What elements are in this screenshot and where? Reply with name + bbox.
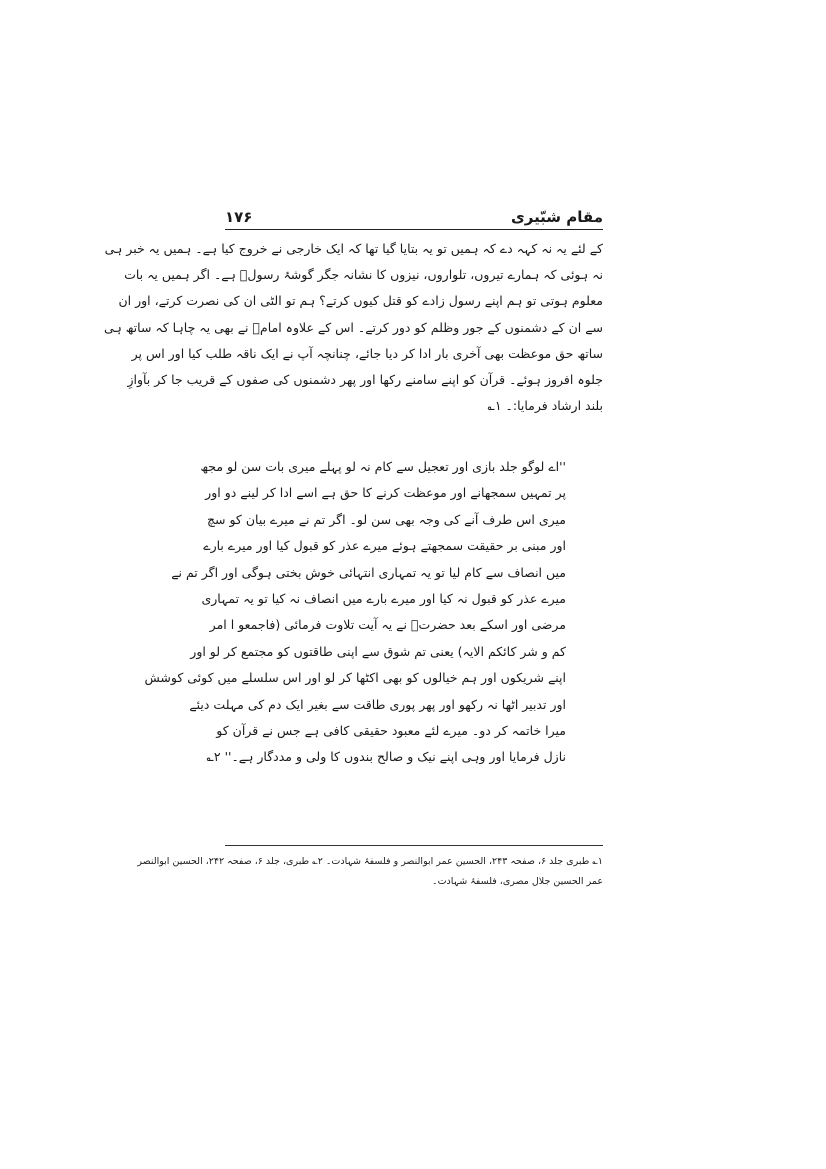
body-paragraph [104, 236, 603, 419]
footnote-line: ۱؎ طبری جلد ۶، صفحہ ۲۴۳، الحسین عمر ابوالنصر و فلسفۂ شہادت۔ ۲؎ طبری، جلد ۶، صفحہ ۲۴۲، الحسین ابوالنصر [137, 856, 603, 867]
quote-line: اور مبنی بر حقیقت سمجھتے ہوئے میرے عذر کو قبول کیا اور میرے بارے [203, 538, 566, 554]
footnote-divider [225, 845, 603, 846]
body-line: ساتھ حق موعظت بھی آخری بار ادا کر دیا جائے، چنانچہ آپ نے ایک ناقہ طلب کیا اور اس پر [131, 345, 603, 361]
quote-line: میری اس طرف آنے کی وجہ بھی سن لو۔ اگر تم نے میرے بیان کو سچ [206, 511, 566, 527]
header-divider [225, 229, 603, 230]
running-title: مقام شبّیری [510, 208, 603, 226]
quote-line: میرے عذر کو قبول نہ کیا اور میرے بارے میں انصاف نہ کیا تو یہ تمہاری [201, 591, 566, 607]
page-header [225, 202, 603, 226]
body-line: جلوہ افروز ہوئے۔ قرآن کو اپنے سامنے رکھا اور پھر دشمنوں کی صفوں کے قریب جا کر بآوازِ [127, 372, 603, 388]
body-line: کے لئے یہ نہ کہہ دے کہ ہمیں تو یہ بتایا گیا تھا کہ ایک خارجی نے خروج کیا ہے۔ ہمیں یہ خبر ہی [104, 241, 603, 256]
quote-line: نازل فرمایا اور وہی اپنے نیک و صالح بندوں کا ولی و مددگار ہے۔'' ۲؎ [206, 749, 566, 765]
page-number: ۱۷۶ [225, 208, 253, 226]
quote-line: میں انصاف سے کام لیا تو یہ تمہاری انتہائی خوش بختی ہوگی اور اگر تم نے [171, 564, 566, 580]
quote-line: کم و شر کائکم الایہ) یعنی تم شوق سے اپنی طاقتوں کو مجتمع کر لو اور [190, 643, 566, 659]
quote-line: اپنے شریکوں اور ہم خیالوں کو بھی اکٹھا کر لو اور اس سلسلے میں کوئی کوشش [144, 670, 566, 686]
body-line: بلند ارشاد فرمایا:۔ ۱؎ [487, 398, 603, 414]
quote-line: مرضی اور اسکے بعد حضرتؑ نے یہ آیت تلاوت فرمائی (فاجمعو ا امر [209, 617, 566, 633]
footnotes [137, 852, 603, 892]
footnote-line: عمر الحسین جلال مصری، فلسفۂ شہادت۔ [432, 876, 603, 887]
quote-line: اور تدبیر اٹھا نہ رکھو اور پھر پوری طاقت سے بغیر ایک دم کی مہلت دیئے [189, 696, 566, 712]
body-line: نہ ہوئی کہ ہمارے تیروں، تلواروں، نیزوں کا نشانہ جگر گوشۂ رسولؐ ہے۔ اگر ہمیں یہ بات [124, 267, 603, 283]
quote-line: پر تمہیں سمجھانے اور موعظت کرنے کا حق ہے اسے ادا کر لینے دو اور [205, 485, 566, 501]
body-line: سے ان کے دشمنوں کے جور وظلم کو دور کرتے۔ اس کے علاوہ امامؑ نے بھی یہ چاہا کہ ساتھ ہی [104, 319, 603, 335]
body-line: معلوم ہوتی تو ہم اپنے رسول زادے کو قتل کیوں کرتے؟ ہم تو الٹی ان کی نصرت کرتے، اور ان [118, 293, 603, 309]
quote-line: ''اے لوگو جلد بازی اور تعجیل سے کام نہ لو پہلے میری بات سن لو مجھ [200, 459, 566, 474]
quote-line: میرا خاتمہ کر دو۔ میرے لئے معبود حقیقی کافی ہے جس نے قرآن کو [216, 723, 566, 739]
quoted-speech [144, 454, 566, 771]
